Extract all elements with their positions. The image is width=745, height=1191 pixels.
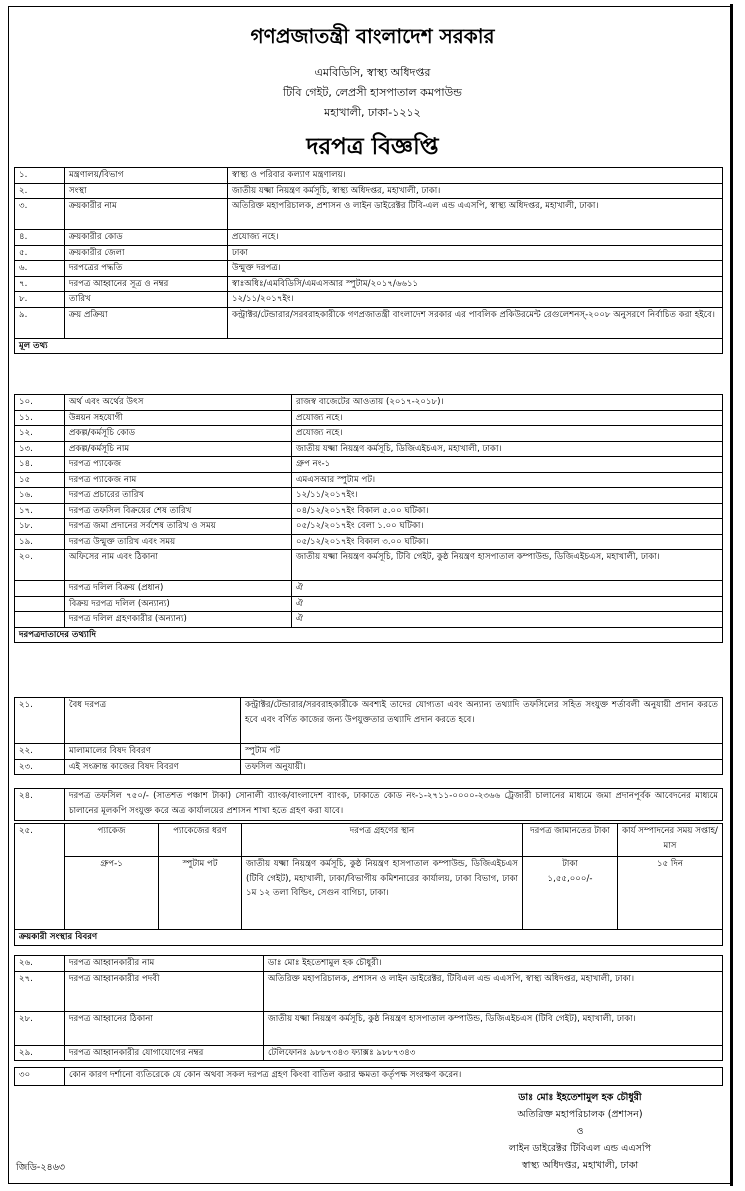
security-amount: ১,৫৫,০০০/-	[547, 873, 593, 884]
page-border-shadow	[730, 4, 733, 1186]
tender-row-30	[14, 1067, 723, 1086]
section-bidder-info: দরপত্রদাতাদের তথ্যাদি	[15, 627, 723, 643]
table-row: ১৮. দরপত্র জমা প্রদানের সর্বশেষ তারিখ ও সময় ০৫/১২/২০১৭ইং বেলা ১.০০ ঘটিকা।	[15, 519, 723, 535]
office-line-2: টিবি গেইট, লেপ্রসী হাসপাতাল কমপাউন্ড	[283, 86, 462, 99]
table-row: ৩০ কোন কারণ দর্শানো ব্যতিরেকে যে কোন অথবা সকল দরপত্র গ্রহণ কিংবা বাতিল করার ক্ষমতা কর্তৃপক্ষ সংরক্ষণ করেন।	[15, 1068, 723, 1086]
tender-row-25	[14, 823, 723, 946]
tender-table-part4	[14, 955, 723, 1061]
table-row: ২৬. দরপত্র আহ্বানকারীর নাম ডাঃ মোঃ ইহতেশামুল হক চৌধুরী।	[15, 956, 723, 972]
table-row: ২৪. দরপত্র তফসিল ৭৫০/- (সাতশত পঞ্চাশ টাকা) সোনালী ব্যাংক/বাংলাদেশ ব্যাংক, ঢাকাতে কোড নং-১-২৭১১-০০০০-২৩৬৬ ট্রেজারী চালানের মাধ্যমে জমা প্রদানপূর্বক আবেদনের মাধ্যমে চালানের মূলকপি সংযুক্ত করে অত্র কার্যালয়ের প্রশাসন শাখা হতে গ্রহণ করা যাবে।	[15, 789, 723, 821]
notice-title: দরপত্র বিজ্ঞপ্তি	[306, 133, 439, 160]
table-row: ১৩. প্রকল্প/কর্মসূচি নাম জাতীয় যক্ষ্মা নিয়ন্ত্রণ কর্মসূচি, ডিজিএইচএস, মহাখালী, ঢাকা।	[15, 441, 723, 457]
table-row: দরপত্র দলিল গ্রহণকারীর (অন্যান্য) ঐ	[15, 612, 723, 628]
table-row: ১. মন্ত্রণালয়/বিভাগ স্বাস্থ্য ও পরিবার কল্যাণ মন্ত্রণালয়।	[15, 168, 723, 184]
government-title: গণপ্রজাতন্ত্রী বাংলাদেশ সরকার	[250, 24, 495, 48]
tender-row-24	[14, 788, 723, 821]
section-purchaser-info: ক্রয়কারী সংস্থার বিবরণ	[15, 930, 723, 946]
tender-table-part2	[14, 394, 723, 643]
table-row: ১৪. দরপত্র প্যাকেজ গ্রুপ নং-১	[15, 457, 723, 473]
section-main-info: মূল তথ্য	[15, 338, 723, 354]
table-row: ২২. মালামালের বিষদ বিবরণ স্পুটাম পট	[15, 744, 723, 760]
table-row: ২৮. দরপত্র আহ্বানের ঠিকানা জাতীয় যক্ষ্মা নিয়ন্ত্রণ কর্মসূচি, কুষ্ঠ নিয়ন্ত্রণ হাসপাতাল কম্পাউন্ড, ডিজিএইচএস (টিবি গেইট), মহাখালী, ঢাকা।	[15, 1011, 723, 1045]
table-row: গ্রুপ-১ স্পুটাম পট জাতীয় যক্ষ্মা নিয়ন্ত্রণ কর্মসূচি, কুষ্ঠ নিয়ন্ত্রণ হাসপাতাল কম্পাউন্ড, ডিজিএইচএস (টিবি গেইট), মহাখালী, ঢাকা/বিভাগীয় কমিশনারের কার্যালয়, ঢাকা বিভাগ, ঢাকা ১ম ১২ তলা বিল্ডিং, সেগুন বাগিচা, ঢাকা। টাকা ১,৫৫,০০০/- ১৫ দিন	[15, 857, 723, 930]
table-row: ২১. বৈধ দরপত্র কন্ট্রাক্টর/টেন্ডারার/সরবরাহকারীকে অবশ্যই তাদের যোগ্যতা এবং অন্যান্য তথ্যাদি তফসিলের সহিত সংযুক্ত শর্তাবলী অনুযায়ী প্রদান করতে হবে এবং বর্ণিত কাজের জন্য উপযুক্ততার তথ্যাদি প্রদান করতে হবে।	[15, 698, 723, 744]
signatory-office: স্বাস্থ্য অধিদপ্তর, মহাখালী, ঢাকা	[521, 1160, 639, 1171]
col-header-time: কার্য সম্পাদনের সময় সপ্তাহ/মাস	[618, 824, 723, 857]
col-header-package: প্যাকেজ	[65, 824, 159, 857]
table-row: বিক্রয় দরপত্র দলিল (অন্যান্য) ঐ	[15, 596, 723, 612]
office-line-1: এমবিডিসি, স্বাস্থ্য অধিদপ্তর	[314, 66, 431, 79]
table-row: ৬. দরপত্রের পদ্ধতি উন্মুক্ত দরপত্র।	[15, 261, 723, 277]
signatory-line-director: লাইন ডাইরেক্টর টিবিএল এন্ড এএসপি	[508, 1143, 652, 1154]
section-heading-row	[15, 338, 723, 354]
gd-code: জিডি-২৪৬৩	[16, 1162, 66, 1173]
table-row: ৯. ক্রয় প্রক্রিয়া কন্ট্রাক্টর/টেন্ডারার/সরবরাহকারীকে গণপ্রজাতন্ত্রী বাংলাদেশ সরকার এর পাবলিক প্রকিউরমেন্ট রেগুলেশনস্-২০০৮ অনুসরণে নির্বাচিত করা হইবে।	[15, 307, 723, 338]
table-row: ১২. প্রকল্প/কর্মসূচি কোড প্রযোজ্য নহে।	[15, 426, 723, 442]
col-header-type: প্যাকেজের ধরণ	[159, 824, 242, 857]
table-row: ৩. ক্রয়কারীর নাম অতিরিক্ত মহাপরিচালক, প্রশাসন ও লাইন ডাইরেক্টর টিবি-এল এন্ড এএসপি, স্বাস্থ্য অধিদপ্তর, মহাখালী, ঢাকা।	[15, 199, 723, 230]
table-row: ৭. দরপত্র আহ্বানের সূত্র ও নম্বর স্বাঃঅধিঃ/এমবিডিসি/এমএসআর স্পুটাম/২০১৭/৬৬১১	[15, 276, 723, 292]
col-header-security: দরপত্র জামানতের টাকা	[523, 824, 618, 857]
tender-table-part3	[14, 697, 723, 775]
table-row: ১৯. দরপত্র উন্মুক্ত তারিখ এবং সময় ০৫/১২/২০১৭ইং বিকাল ৩.০০ ঘটিকা।	[15, 534, 723, 550]
section-heading-row	[15, 930, 723, 946]
signature-block	[430, 1089, 730, 1174]
table-row: ২৯. দরপত্র আহ্বানকারীর যোগাযোগের নম্বর টেলিফোনঃ ৯৮৮৭৩৪৩ ফ্যাক্সঃ ৯৮৮৭৩৪৩	[15, 1045, 723, 1061]
signatory-title: অতিরিক্ত মহাপরিচালক (প্রশাসন)	[517, 1109, 643, 1120]
tender-table-part1	[14, 167, 723, 354]
table-row: ১৬. দরপত্র প্রচারের তারিখ ১২/১১/২০১৭ইং।	[15, 488, 723, 504]
security-label: টাকা	[562, 859, 578, 869]
office-line-3: মহাখালী, ঢাকা-১২১২	[324, 106, 421, 119]
table-row: ১৫ দরপত্র প্যাকেজ নাম এমএসআর স্পুটাম পট।	[15, 472, 723, 488]
table-row: ১১. উন্নয়ন সহযোগী প্রযোজ্য নহে।	[15, 410, 723, 426]
table-row: ৪. ক্রয়কারীর কোড প্রযোজ্য নহে।	[15, 230, 723, 246]
table-row: ২০. অফিসের নাম এবং ঠিকানা জাতীয় যক্ষ্মা নিয়ন্ত্রণ কর্মসূচি, টিবি গেইট, কুষ্ঠ নিয়ন্ত্রণ হাসপাতাল কম্পাউন্ড, ডিজিএইচএস, মহাখালী, ঢাকা।	[15, 550, 723, 581]
table-row: দরপত্র দলিল বিক্রয় (প্রধান) ঐ	[15, 581, 723, 597]
table-row: ৮. তারিখ ১২/১১/২০১৭ইং।	[15, 292, 723, 308]
col-header-place: দরপত্র গ্রহণের স্থান	[242, 824, 523, 857]
signatory-name: ডাঃ মোঃ ইহতেশামুল হক চৌধুরী	[518, 1092, 642, 1103]
table-header-row: ২৫. প্যাকেজ প্যাকেজের ধরণ দরপত্র গ্রহণের স্থান দরপত্র জামানতের টাকা কার্য সম্পাদনের সময় সপ্তাহ/মাস	[15, 824, 723, 857]
table-row: ৫. ক্রয়কারীর জেলা ঢাকা	[15, 245, 723, 261]
table-row: ২৩. এই সংক্রান্ত কাজের বিষদ বিবরণ তফসিল অনুযায়ী।	[15, 759, 723, 775]
signatory-and: ও	[576, 1126, 584, 1137]
table-row: ২৭. দরপত্র আহ্বানকারীর পদবী অতিরিক্ত মহাপরিচালক, প্রশাসন ও লাইন ডাইরেক্টর, টিবিএল এন্ড এএসপি, স্বাস্থ্য অধিদপ্তর, মহাখালী, ঢাকা।	[15, 971, 723, 1011]
table-row: ২. সংস্থা জাতীয় যক্ষ্মা নিয়ন্ত্রণ কর্মসূচি, স্বাস্থ্য অধিদপ্তর, মহাখালী, ঢাকা।	[15, 183, 723, 199]
table-row: ১৭. দরপত্র তফসিল বিক্রয়ের শেষ তারিখ ০৪/১২/২০১৭ইং বিকাল ৫.০০ ঘটিকা।	[15, 503, 723, 519]
section-heading-row	[15, 627, 723, 643]
table-row: ১০. অর্থ এবং অর্থের উৎস রাজস্ব বাজেটের আওতায় (২০১৭-২০১৮)।	[15, 395, 723, 411]
